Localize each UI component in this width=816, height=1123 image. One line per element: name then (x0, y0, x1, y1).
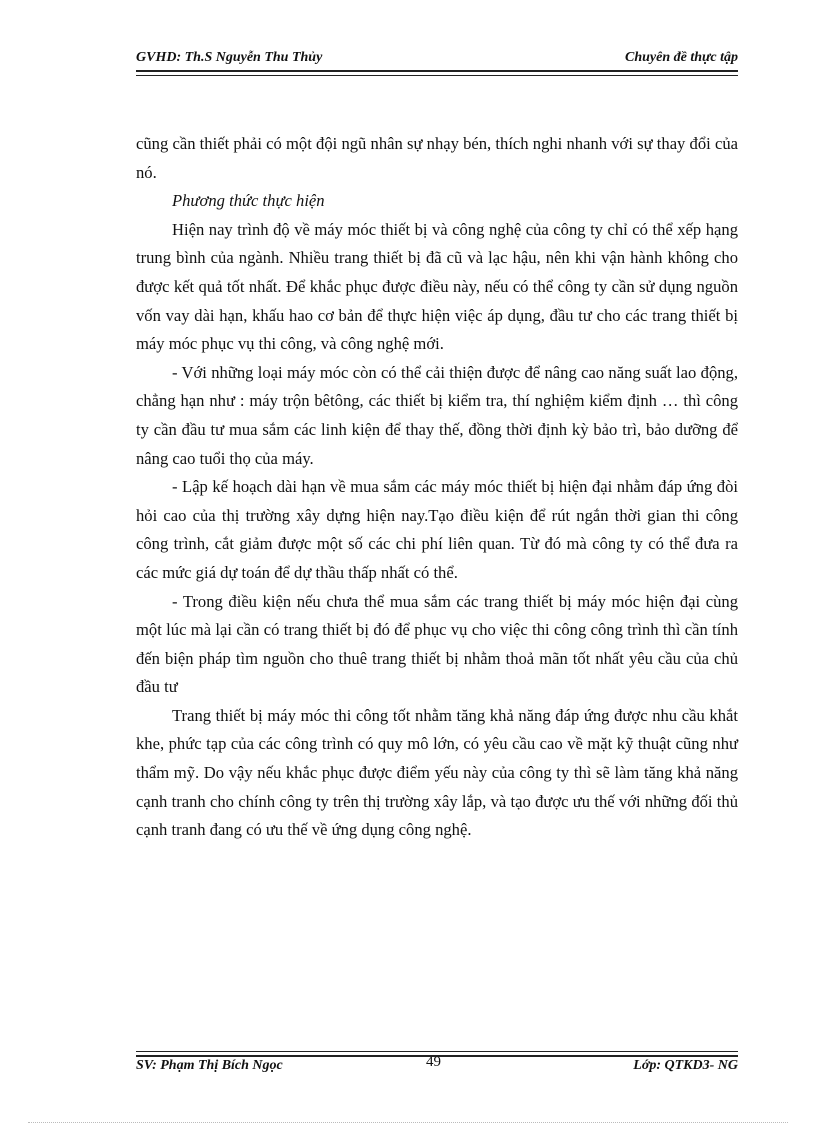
bullet-paragraph: - Trong điều kiện nếu chưa thể mua sắm các trang thiết bị máy móc hiện đại cùng một lúc mà lại cần có trang thiết bị đó để phục vụ cho việc thi công công trình thì cần tính đến biện pháp tìm nguồn cho thuê trang thiết bị nhằm thoả mãn tốt nhất yêu cầu của chủ đầu tư (136, 591, 738, 697)
paragraph: Hiện nay trình độ về máy móc thiết bị và công nghệ của công ty chỉ có thể xếp hạng trung bình của ngành. Nhiều trang thiết bị đã cũ và lạc hậu, nên khi vận hành không cho được kết quả tốt nhất. Để khắc phục được điều này, nếu có thể công ty cần sử dụng nguồn vốn vay dài hạn, khấu hao cơ bản để thực hiện việc áp dụng, đầu tư cho các trang thiết bị máy móc phục vụ thi công, và công nghệ mới. (136, 219, 738, 354)
paragraph-continuation: cũng cần thiết phải có một đội ngũ nhân sự nhạy bén, thích nghi nhanh với sự thay đổi của nó. (136, 134, 738, 182)
page-header (136, 48, 738, 70)
bullet-paragraph: - Lập kế hoạch dài hạn về mua sắm các máy móc thiết bị hiện đại nhằm đáp ứng đòi hỏi cao của thị trường xây dựng hiện nay.Tạo điều kiện để rút ngắn thời gian thi công công trình, cắt giảm được một số các chi phí liên quan. Từ đó mà công ty có thể đưa ra các mức giá dự toán để dự thầu thấp nhất có thể. (136, 477, 738, 582)
student-label: SV: Phạm Thị Bích Ngọc (136, 1058, 283, 1073)
supervisor-label: GVHD: Th.S Nguyễn Thu Thủy (136, 50, 323, 65)
page-footer (136, 1054, 738, 1080)
page-number: 49 (426, 1054, 441, 1070)
section-heading: Phương thức thực hiện (172, 191, 325, 211)
bullet-paragraph: - Với những loại máy móc còn có thể cải thiện được để nâng cao năng suất lao động, chẳng hạn như : máy trộn bêtông, các thiết bị kiểm tra, thí nghiệm kiểm định … thì công ty cần đầu tư mua sắm các linh kiện để thay thế, đồng thời định kỳ bảo trì, bảo dưỡng để nâng cao tuổi thọ của máy. (136, 362, 738, 468)
header-divider (136, 70, 738, 76)
class-label: Lớp: QTKD3- NG (633, 1058, 738, 1073)
paragraph: Trang thiết bị máy móc thi công tốt nhằm tăng khả năng đáp ứng được nhu cầu khắt khe, phức tạp của các công trình có quy mô lớn, có yêu cầu cao về mặt kỹ thuật cũng như thẩm mỹ. Do vậy nếu khắc phục được điểm yếu này của công ty thì sẽ làm tăng khả năng cạnh tranh cho chính công ty trên thị trường xây lắp, và tạo được ưu thế với những đối thủ cạnh tranh đang có ưu thế về ứng dụng công nghệ. (136, 705, 738, 840)
page-body (136, 130, 738, 845)
document-type-label: Chuyên đề thực tập (624, 50, 738, 65)
